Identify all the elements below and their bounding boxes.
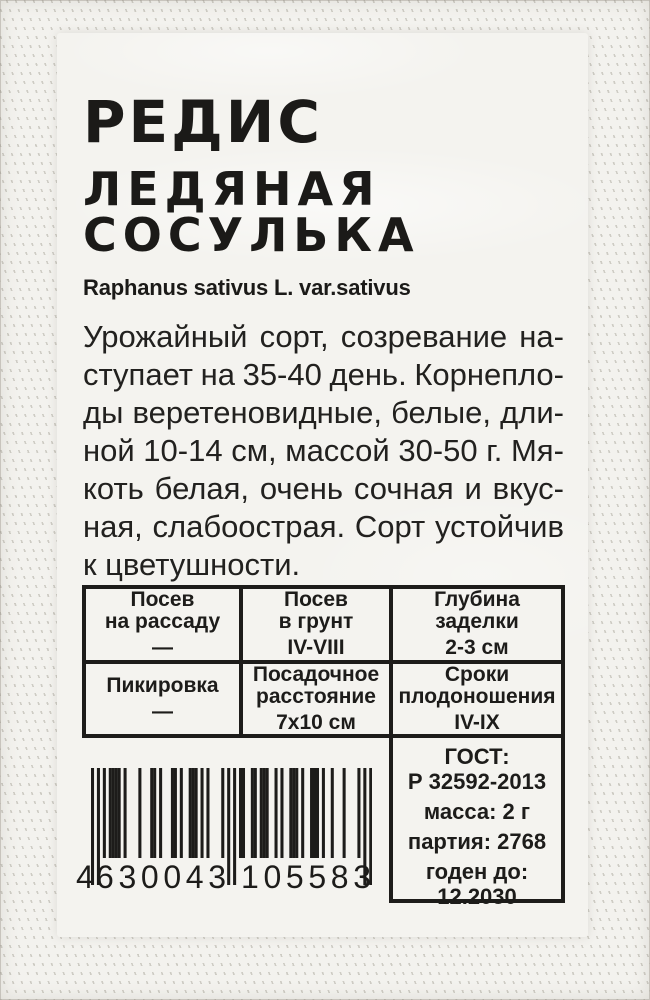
- description-line: ной 10-14 см, массой 30-50 г. Мя-: [83, 433, 564, 468]
- packet-face: [57, 33, 588, 937]
- mass: масса: 2 г: [423, 799, 531, 824]
- gost-value: Р 32592-2013: [407, 769, 547, 794]
- cell-sowing-seedlings: Посев на рассаду —: [86, 589, 239, 660]
- product-name: РЕДИС: [83, 88, 323, 156]
- sowing-table: [82, 585, 565, 738]
- info-box: [389, 734, 565, 909]
- title-block: [83, 88, 420, 300]
- batch: партия: 2768: [407, 829, 547, 854]
- valid-until-label: годен до:: [425, 859, 529, 884]
- valid-until-value: 12.2030: [437, 884, 517, 909]
- cell-value: 7x10 см: [276, 710, 356, 734]
- description: [83, 318, 564, 584]
- description-line: ды веретеновидные, белые, дли-: [83, 395, 564, 430]
- cell-fruiting-period: Сроки плодоношения IV-IX: [393, 664, 561, 735]
- gost-label: ГОСТ:: [444, 744, 510, 769]
- description-line: к цветушности.: [83, 547, 301, 582]
- description-line: коть белая, очень сочная и вкус-: [83, 471, 564, 506]
- cell-planting-distance: Посадочное расстояние 7x10 см: [243, 664, 389, 735]
- cell-value: IV-IX: [454, 710, 500, 734]
- variety-name-line1: ЛЕДЯНАЯ: [83, 162, 381, 216]
- barcode-digits: [76, 859, 372, 895]
- barcode-first-digit: 4: [76, 859, 94, 895]
- barcode-left-digits: 6 3 0 0 4 3: [96, 859, 226, 895]
- description-line: ступает на 35-40 день. Корнепло-: [83, 357, 564, 392]
- description-line: ная, слабоострая. Сорт устойчив: [83, 509, 564, 544]
- variety-name-line2: СОСУЛЬКА: [83, 208, 420, 262]
- cell-planting-depth: Глубина заделки 2-3 см: [393, 589, 561, 660]
- cell-sowing-ground: Посев в грунт IV-VIII: [243, 589, 389, 660]
- cell-value: —: [152, 636, 173, 660]
- barcode-right-digits: 1 0 5 5 8 3: [241, 859, 371, 895]
- barcode: [76, 768, 372, 900]
- cell-picking: Пикировка —: [86, 664, 239, 735]
- latin-name: Raphanus sativus L. var.sativus: [83, 275, 411, 300]
- description-line: Урожайный сорт, созревание на-: [83, 319, 564, 354]
- cell-value: 2-3 см: [445, 636, 509, 660]
- cell-value: —: [152, 699, 173, 723]
- cell-value: IV-VIII: [287, 636, 345, 660]
